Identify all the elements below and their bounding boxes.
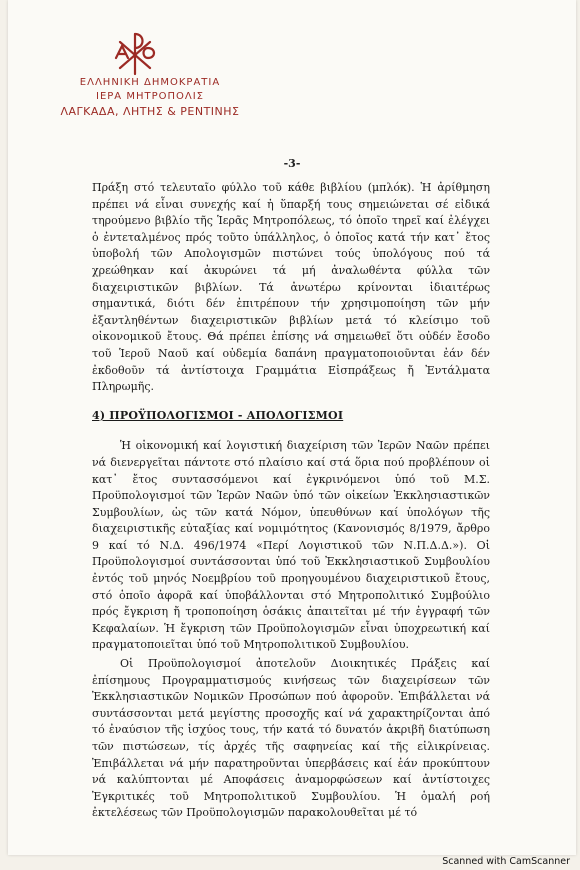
document-body	[92, 180, 490, 824]
paragraph-1: Πράξη στό τελευταῖο φύλλο τοῦ κάθε βιβλίου (μπλόκ). Ἡ ἀρίθμηση πρέπει νά εἶναι συνεχής καί ἡ ὕπαρξή τους σημειώνεται σέ εἰδικά τηρούμενο βιβλίο τῆς Ἱερᾶς Μητροπόλεως, τό ὁποῖο τηρεῖ καί ἐλέγχει ὁ ἐντεταλμένος πρός τοῦτο ὑπάλληλος, ὁ ὁποῖος κατά τήν κατ᾽ ἔτος ὑποβολή τῶν Απολογισμῶν πιστώνει τούς ὑπολόγους πού τά χρεώθηκαν καί ἀκυρώνει τά μή ἀναλωθέντα φύλλα τῶν διαχειριστικῶν βιβλίων. Τά ἀνωτέρω κρίνονται ἰδιαιτέρως σημαντικά, διότι δέν ἐπιτρέπουν τήν χρησιμοποίηση τῶν μήν ἐξαντληθέντων διαχειριστικῶν βιβλίων μετά τό κλείσιμο τοῦ οἰκονομικοῦ ἔτους. Θά πρέπει ἐπίσης νά σημειωθεῖ ὅτι οὐδέν ἔσοδο τοῦ Ἱεροῦ Ναοῦ καί οὐδεμία δαπάνη πραγματοποιοῦνται ἐάν δέν ἐκδοθοῦν τά ἀντίστοιχα Γραμμάτια Εἰσπράξεως ἤ Ἐντάλματα Πληρωμῆς.	[92, 181, 490, 394]
page-number: -3-	[283, 157, 301, 170]
section-heading: 4) ΠΡΟΫΠΟΛΟΓΙΣΜΟΙ - ΑΠΟΛΟΓΙΣΜΟΙ	[92, 408, 344, 422]
letterhead	[30, 76, 270, 120]
paragraph-2: Ἡ οἰκονομική καί λογιστική διαχείριση τῶν Ἱερῶν Ναῶν πρέπει νά διενεργεῖται πάντοτε στό πλαίσιο καί στά ὅρια πού προβλέπουν οἱ κατ᾽ ἔτος συντασσόμενοι καί ἐγκρινόμενοι ὑπό τοῦ Μ.Σ. Προϋπολογισμοί τῶν Ἱερῶν Ναῶν ὑπό τῶν οἰκείων Ἐκκλησιαστικῶν Συμβουλίων, ὡς τῶν κατά Νόμον, ὑπευθύνων καί ὑπολόγων τῆς διαχειριστικῆς εὐταξίας καί νομιμότητος (Κανονισμός 8/1979, ἄρθρο 9 καί τό Ν.Δ. 496/1974 «Περί Λογιστικοῦ τῶν Ν.Π.Δ.Δ.»). Οἱ Προϋπολογισμοί συντάσσονται ὑπό τοῦ Ἐκκλησιαστικοῦ Συμβουλίου ἐντός τοῦ μηνός Νοεμβρίου τοῦ προηγουμένου διαχειριστικοῦ ἔτους, στό ὁποῖο ἀφορᾶ καί ὑποβάλλονται στό Μητροπολιτικό Συμβούλιο πρός ἔγκριση ἤ τροποποίηση ὁσάκις ἀπαιτεῖται μέ τήν ἐγγραφή τῶν Κεφαλαίων. Ἡ ἔγκριση τῶν Προϋπολογισμῶν εἶναι ὑποχρεωτική καί πραγματοποιεῖται ὑπό τοῦ Μητροπολιτικοῦ Συμβουλίου.	[92, 439, 490, 652]
letterhead-line-state: ΕΛΛΗΝΙΚΗ ΔΗΜΟΚΡΑΤΙΑ	[79, 77, 221, 88]
letterhead-line-diocese: ΛΑΓΚΑΔΑ, ΛΗΤΗΣ & ΡΕΝΤΙΝΗΣ	[60, 105, 240, 118]
letterhead-line-metropolis: ΙΕΡΑ ΜΗΤΡΟΠΟΛΙΣ	[96, 91, 204, 102]
chi-rho-monogram-icon	[112, 28, 158, 78]
paragraph-3: Οἱ Προϋπολογισμοί ἀποτελοῦν Διοικητικές Πράξεις καί ἐπίσημους Προγραμματισμούς κινήσεως τῶν διαχειρίσεων τῶν Ἐκκλησιαστικῶν Νομικῶν Προσώπων πού ἀφοροῦν. Ἐπιβάλλεται νά συντάσσονται μετά μεγίστης προσοχῆς καί νά χαρακτηρίζονται ἀπό τό ἐναύσιον τῆς ἰσχύος τους, τήν κατά τό δυνατόν ἀκριβῆ διατύπωση τῶν πιστώσεων, τίς ἀρχές τῆς σαφηνείας καί τῆς εἰλικρίνειας. Ἐπιβάλλεται νά μήν παρατηροῦνται ὑπερβάσεις καί ἐάν προκύπτουν νά καλύπτονται μέ Αποφάσεις ἀναμορφώσεων καί ἀντίστοιχες Ἐγκριτικές τοῦ Μητροπολιτικοῦ Συμβουλίου. Ἡ ὁμαλή ροή ἐκτελέσεως τῶν Προϋπολογισμῶν παρακολουθεῖται μέ τό	[92, 657, 490, 820]
scanner-watermark: Scanned with CamScanner	[442, 856, 570, 867]
document-page	[8, 0, 576, 855]
